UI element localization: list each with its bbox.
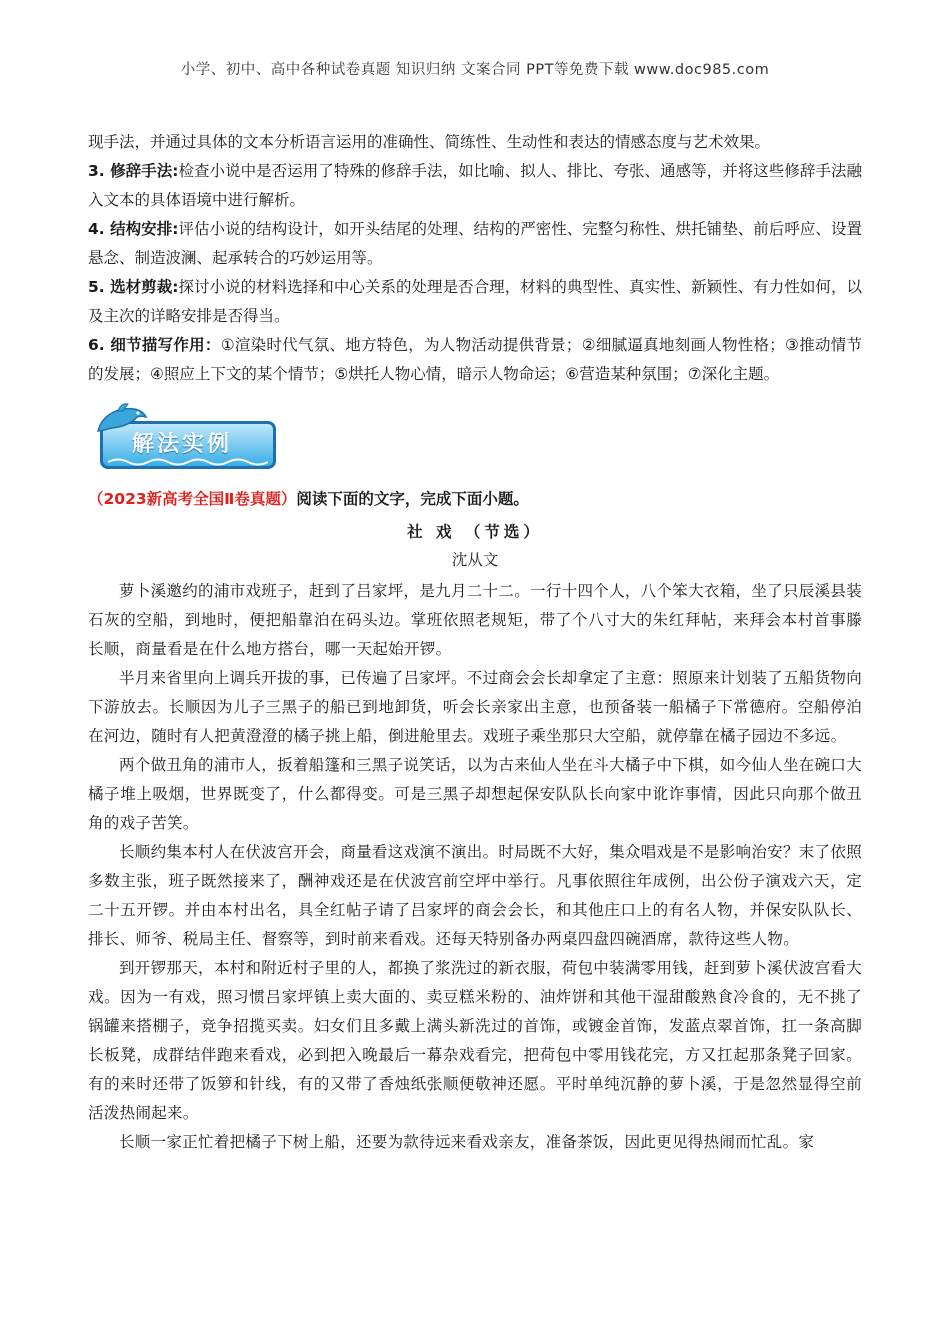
wave-icon <box>108 457 268 467</box>
method-item-text: 评估小说的结构设计，如开头结尾的处理、结构的严密性、完整匀称性、烘托铺垫、前后呼应、设置悬念、制造波澜、起承转合的巧妙运用等。 <box>88 220 862 267</box>
method-item-label: 6. 细节描写作用： <box>88 336 221 354</box>
story-paragraph: 长顺约集本村人在伏波宫开会，商量看这戏演不演出。时局既不大好，集众唱戏是不是影响治安？末了依照多数主张，班子既然接来了，酬神戏还是在伏波宫前空坪中举行。凡事依照往年成例，出公份子演戏六天，定二十五开锣。并由本村出名，具全红帖子请了吕家坪的商会会长，和其他庄口上的有名人物，并保安队队长、排长、师爷、税局主任、督察等，到时前来看戏。还每天特别备办两桌四盘四碗酒席，款待这些人物。 <box>88 843 862 948</box>
method-item-rhetoric <box>88 157 862 215</box>
exam-source: （2023新高考全国Ⅱ卷真题） <box>88 490 297 508</box>
method-item-text: 探讨小说的材料选择和中心关系的处理是否合理，材料的典型性、真实性、新颖性、有力性如何，以及主次的详略安排是否得当。 <box>88 278 862 325</box>
story-title: 社 戏 （节选） <box>407 523 543 541</box>
story-paragraph: 半月来省里向上调兵开拔的事，已传遍了吕家坪。不过商会会长却拿定了主意：照原来计划装了五船货物向下游放去。长顺因为儿子三黑子的船已到地卸货，听会长亲家出主意，也预备装一船橘子下常德府。空船停泊在河边，随时有人把黄澄澄的橘子挑上船，倒进舱里去。戏班子乘坐那只大空船，就停靠在橘子园边不多远。 <box>88 669 862 745</box>
story-paragraph: 到开锣那天，本村和附近村子里的人，都换了浆洗过的新衣服，荷包中装满零用钱，赶到萝卜溪伏波宫看大戏。因为一有戏，照习惯吕家坪镇上卖大面的、卖豆糕米粉的、油炸饼和其他干湿甜酸熟食冷食的，无不挑了锅罐来搭棚子，竞争招揽买卖。妇女们且多戴上满头新洗过的首饰，或镀金首饰，发蓝点翠首饰，扛一条高脚长板凳，成群结伴跑来看戏，必到把入晚最后一幕杂戏看完，把荷包中零用钱花完，方又扛起那条凳子回家。有的来时还带了饭箩和针线，有的又带了香烛纸张顺便敬神还愿。平时单纯沉静的萝卜溪，于是忽然显得空前活泼热闹起来。 <box>88 959 862 1122</box>
story-paragraph: 长顺一家正忙着把橘子下树上船，还要为款待远来看戏亲友，准备茶饭，因此更见得热闹而忙乱。家 <box>119 1133 815 1151</box>
solution-example-badge <box>92 401 278 477</box>
story-paragraph: 萝卜溪邀约的浦市戏班子，赶到了吕家坪，是九月二十二。一行十四个人，八个笨大衣箱，坐了只辰溪县装石灰的空船，到地时，便把船靠泊在码头边。掌班依照老规矩，带了个八寸大的朱红拜帖，来拜会本村首事滕长顺，商量看是在什么地方搭台，哪一天起始开锣。 <box>88 582 862 658</box>
method-item-text: ①渲染时代气氛、地方特色，为人物活动提供背景；②细腻逼真地刻画人物性格；③推动情节的发展；④照应上下文的某个情节；⑤烘托人物心情，暗示人物命运；⑥营造某种氛围；⑦深化主题。 <box>88 336 862 383</box>
page-header: 小学、初中、高中各种试卷真题 知识归纳 文案合同 PPT等免费下载 www.doc985.com <box>180 62 770 78</box>
document-body <box>88 128 862 1157</box>
exam-prompt <box>88 485 862 513</box>
method-item-text: 检查小说中是否运用了特殊的修辞手法，如比喻、拟人、排比、夸张、通感等，并将这些修辞手法融入文本的具体语境中进行解析。 <box>88 162 862 209</box>
method-item-label: 5. 选材剪裁: <box>88 278 179 296</box>
method-item-detail <box>88 331 862 389</box>
method-item-label: 3. 修辞手法: <box>88 162 179 180</box>
exam-instruction: 阅读下面的文字，完成下面小题。 <box>296 490 529 508</box>
badge-label: 解法实例 <box>132 432 233 457</box>
story-paragraph: 两个做丑角的浦市人，扳着船篷和三黑子说笑话，以为古来仙人坐在斗大橘子中下棋，如今仙人坐在碗口大橘子堆上吸烟，世界既变了，什么都得变。可是三黑子却想起保安队队长向家中讹诈事情，因此只向那个做丑角的戏子苦笑。 <box>88 756 862 832</box>
method-item-structure <box>88 215 862 273</box>
method-intro: 现手法，并通过具体的文本分析语言运用的准确性、简练性、生动性和表达的情感态度与艺术效果。 <box>88 133 771 151</box>
method-item-material <box>88 273 862 331</box>
story-author: 沈从文 <box>451 551 499 569</box>
story-text <box>88 577 862 1157</box>
method-item-label: 4. 结构安排: <box>88 220 179 238</box>
